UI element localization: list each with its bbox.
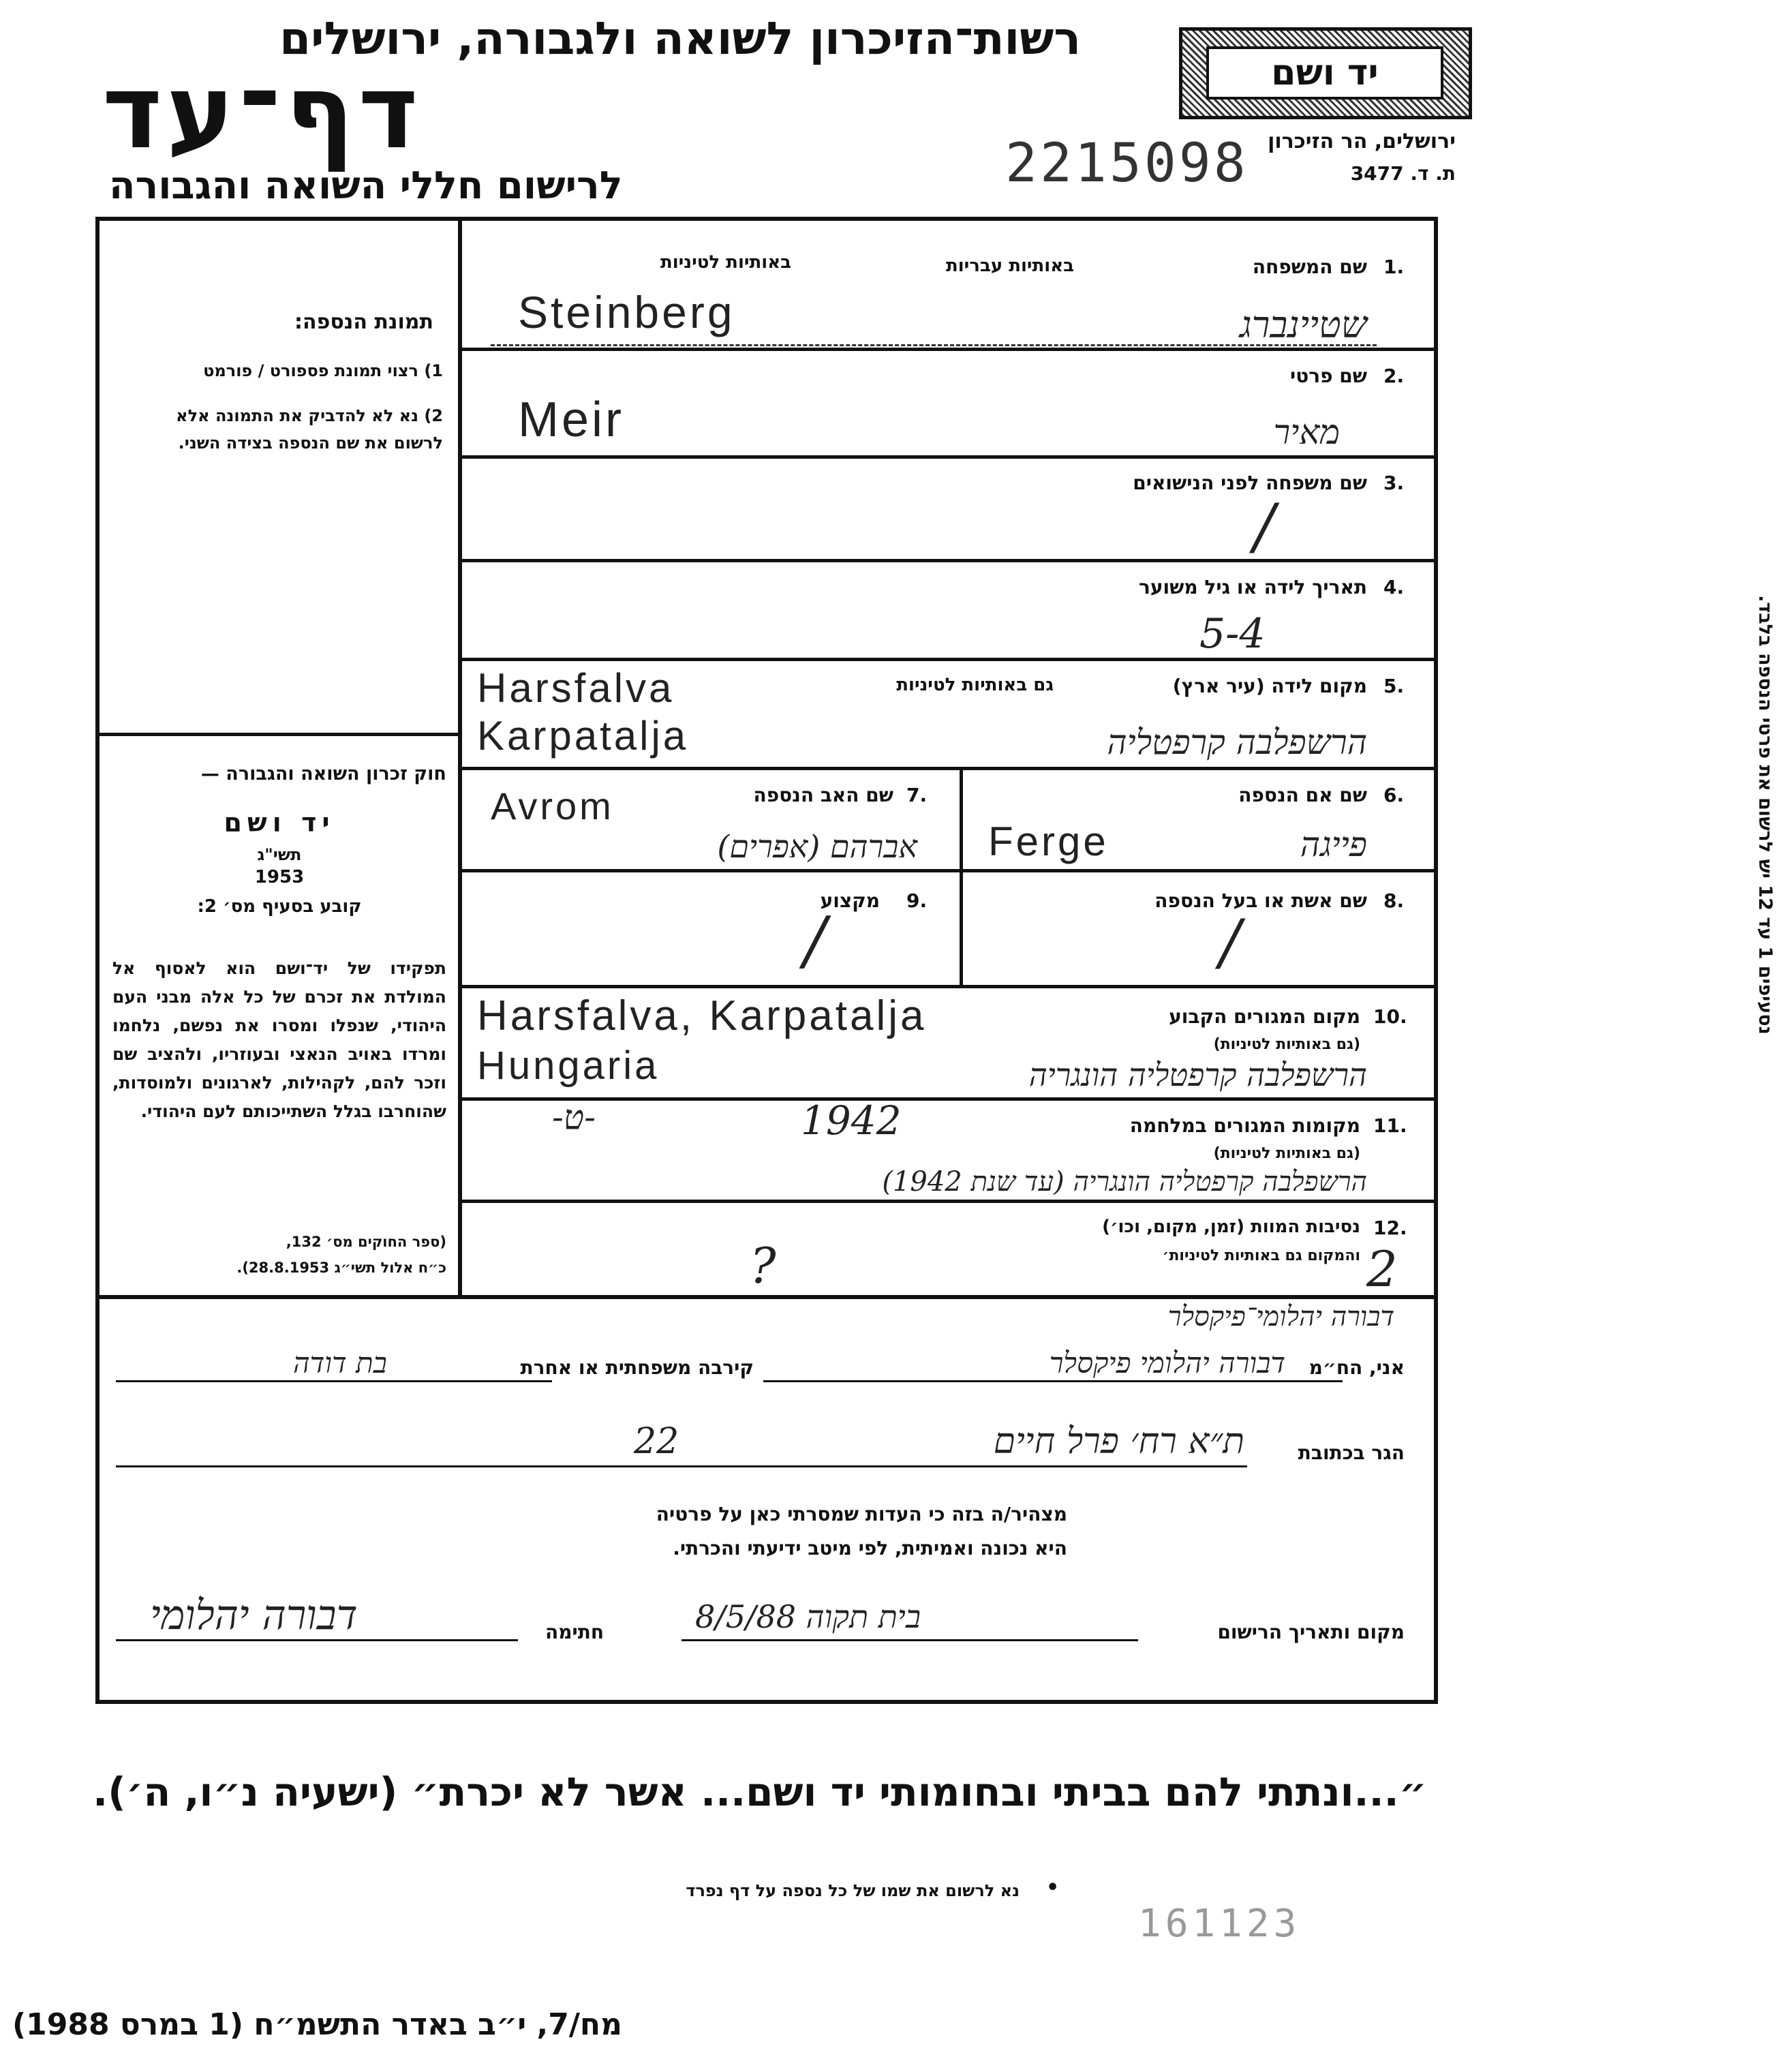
field-3-label: שם משפחה לפני הנישואים	[1133, 472, 1367, 494]
field-6-label: שם אם הנספה	[1238, 784, 1367, 806]
mother-hebrew: פייגה	[1300, 825, 1367, 864]
form-code: מח/7, י״ב באדר התשמ״ח (1 במרס 1988)	[12, 2007, 622, 2042]
field-12-number: 12.	[1373, 1217, 1407, 1239]
field-12-latin-note: והמקום גם באותיות לטיניות׳	[1162, 1247, 1360, 1264]
field-2-number: 2.	[1383, 365, 1405, 387]
declaration-line-2: היא נכונה ואמיתית, לפי מיטב ידיעתי והכרתי.	[673, 1537, 1067, 1559]
law-reference-1: (ספר החוקים מס׳ 132,	[286, 1234, 446, 1250]
field-11-label: מקומות המגורים במלחמה	[1129, 1114, 1360, 1137]
field-10-number: 10.	[1373, 1005, 1407, 1028]
surname-latin: Steinberg	[518, 287, 735, 337]
signature-value: דבורה יהלומי	[150, 1591, 358, 1639]
latin-letters-label: באותיות לטיניות	[660, 252, 791, 273]
field-10-latin-note: (גם באותיות לטיניות)	[1213, 1036, 1360, 1053]
law-year-hebrew: תשי"ג	[257, 845, 302, 864]
profession-value: /	[804, 903, 827, 978]
field-5-number: 5.	[1383, 675, 1405, 697]
law-text: תפקידו של יד־ושם הוא לאסוף אל המולדת את זכרם של כל אלה מבני העם היהודי, שנפלו ומסרו את נפשם, נלחמו ומרדו באויב הנאצי ובעוזריו, ולהציב שם וזכר להם, לקהילות, לארגונים ולמוסדות, שהוחרבו בגלל השתייכותם לעם היהודי.	[112, 958, 446, 1121]
birth-value: 5-4	[1199, 610, 1266, 658]
first-name-latin: Meir	[518, 393, 624, 447]
father-hebrew: אברהם (אפרים)	[717, 828, 917, 865]
field-2-label: שם פרטי	[1289, 365, 1367, 387]
spouse-value: /	[1220, 906, 1241, 978]
side-instruction: נסעיפים 1 עד 12 יש לרשום את פרטי הנספה בלבד.	[1754, 595, 1776, 1035]
photo-note-2: 2) נא לא להדביק את התמונה אלא לרשום את שם הנספה בצידה השני.	[176, 406, 443, 453]
signature-label: חתימה	[545, 1621, 604, 1643]
document-number: 2215098	[1005, 133, 1249, 194]
birthplace-hebrew: הרשפלבה קרפטליה	[1107, 722, 1367, 762]
place-date-label: מקום ותאריך הרישום	[1217, 1621, 1405, 1643]
law-clause: קובע בסעיף מס׳ 2:	[197, 896, 362, 917]
declarant-top: דבורה יהלומי־פיקסלר	[1167, 1301, 1394, 1332]
footer-bullet: •	[1046, 1876, 1060, 1900]
form-title: דף־עד	[102, 53, 423, 172]
relation-label: קירבה משפחתית או אחרת	[520, 1356, 754, 1379]
authority-title: רשות־הזיכרון לשואה ולגבורה, ירושלים	[279, 12, 1081, 65]
field-7-label: שם האב הנספה	[753, 784, 893, 806]
death-value: ?	[750, 1237, 776, 1294]
address-line-2: ת. ד. 3477	[1350, 162, 1456, 185]
address-label: הגר בכתובת	[1298, 1442, 1405, 1464]
law-year: 1953	[254, 867, 305, 887]
field-5-label: מקום לידה (עיר ארץ)	[1172, 675, 1367, 697]
logo-text: יד ושם	[1206, 46, 1443, 100]
residence-latin-2: Hungaria	[477, 1043, 660, 1088]
law-name: יד ושם	[224, 808, 335, 838]
mother-latin: Ferge	[988, 819, 1109, 864]
birthplace-latin: Harsfalva	[477, 665, 675, 711]
field-3-number: 3.	[1383, 472, 1405, 494]
address-number: 22	[634, 1421, 679, 1462]
field-12-label: נסיבות המוות (זמן, מקום, וכו׳)	[1102, 1217, 1360, 1237]
field-9-label: מקצוע	[820, 889, 880, 912]
field-5-latin-note: גם באותיות לטיניות	[896, 675, 1054, 695]
field-4-number: 4.	[1383, 576, 1405, 598]
residence-latin: Harsfalva, Karpatalja	[477, 992, 927, 1039]
relation-value: בת דודה	[293, 1346, 387, 1380]
maiden-name-value: /	[1254, 491, 1275, 562]
declarant-label: אני, הח״מ	[1308, 1356, 1405, 1379]
field-6-number: 6.	[1383, 784, 1405, 806]
war-year: 1942	[801, 1097, 902, 1144]
father-latin: Avrom	[491, 784, 614, 827]
address-value: ת״א רח׳ פרל חיים	[993, 1421, 1244, 1462]
declaration-line-1: מצהיר/ה בזה כי העדות שמסרתי כאן על פרטיה	[656, 1503, 1067, 1525]
declarant-name: דבורה יהלומי פיקסלר	[1049, 1346, 1285, 1380]
footer-quote: ״...ונתתי להם בביתי ובחומותי יד ושם... אשר לא יכרת״ (ישעיה נ״ו, ה׳).	[93, 1769, 1427, 1815]
photo-title: תמונת הנספה:	[294, 310, 433, 334]
field-10-label: מקום המגורים הקבוע	[1169, 1005, 1360, 1028]
field-8-label: שם אשת או בעל הנספה	[1154, 889, 1367, 912]
page-mark: 2	[1366, 1240, 1398, 1298]
first-name-hebrew: מאיר	[1273, 412, 1340, 452]
footer-note: נא לרשום את שמו של כל נספה על דף נפרד	[686, 1881, 1020, 1900]
field-8-number: 8.	[1383, 889, 1405, 912]
place-date-value: בית תקוה 8/5/88	[695, 1598, 921, 1635]
law-title: חוק זכרון השואה והגבורה —	[200, 763, 446, 784]
surname-hebrew: שטיינברג	[1239, 303, 1367, 346]
war-dash: -ט-	[552, 1097, 596, 1137]
photo-note-1: 1) רצוי תמונת פספורט / פורמט	[203, 361, 443, 380]
field-7-number: 7.	[906, 784, 928, 806]
war-residence-hebrew: הרשפלבה קרפטליה הונגריה (עד שנת 1942)	[882, 1166, 1367, 1198]
birthplace-latin-2: Karpatalja	[477, 713, 689, 759]
sidebar-divider	[458, 217, 462, 1299]
field-9-number: 9.	[906, 889, 928, 912]
field-11-number: 11.	[1373, 1114, 1407, 1137]
field-11-latin-note: (גם באותיות לטיניות)	[1213, 1145, 1360, 1162]
law-reference-2: כ״ח אלול תשי״ג 28.8.1953).	[236, 1260, 446, 1276]
hebrew-letters-label: באותיות עבריות	[945, 256, 1074, 276]
field-1-label: שם המשפחה	[1252, 256, 1367, 278]
residence-hebrew: הרשפלבה קרפטליה הונגריה	[1028, 1056, 1367, 1093]
field-4-label: תאריך לידה או גיל משוער	[1139, 576, 1367, 598]
archive-stamp: 161123	[1138, 1902, 1301, 1946]
field-1-number: 1.	[1383, 256, 1405, 278]
address-line-1: ירושלים, הר הזיכרון	[1268, 130, 1456, 153]
form-subtitle: לרישום חללי השואה והגבורה	[109, 164, 623, 208]
